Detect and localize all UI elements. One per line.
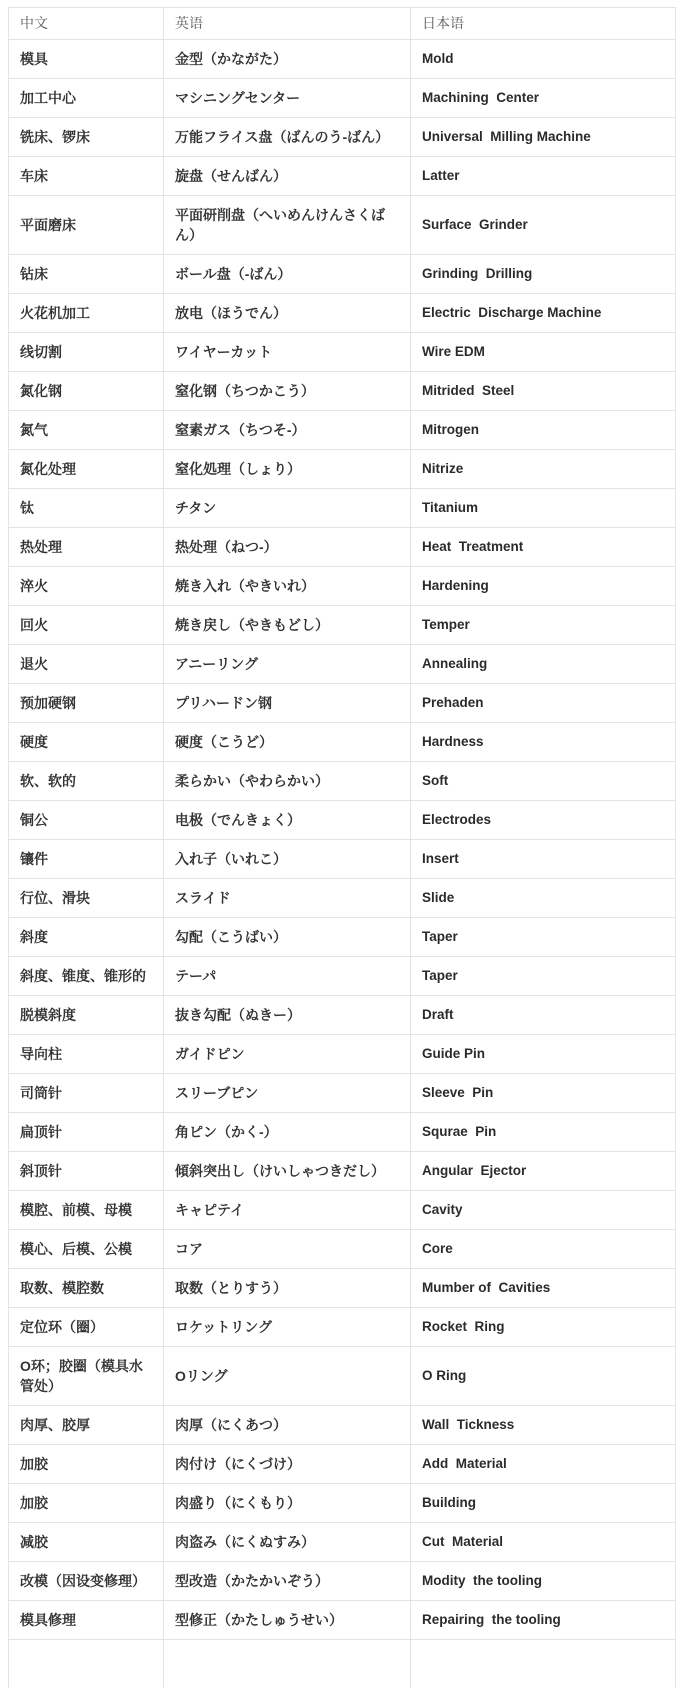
table-row-partial: [9, 1640, 676, 1688]
cell-col-japanese: Add Material: [411, 1445, 676, 1484]
cell-col-chinese: 铜公: [9, 801, 164, 840]
cell-col-english: Oリング: [164, 1347, 411, 1406]
table-row: [9, 801, 676, 840]
table-row: [9, 1523, 676, 1562]
table-row: [9, 567, 676, 606]
cell-col-japanese: Cavity: [411, 1191, 676, 1230]
table-row: [9, 606, 676, 645]
cell-col-japanese: Universal Milling Machine: [411, 118, 676, 157]
cell-col-japanese: Wall Tickness: [411, 1406, 676, 1445]
cell-col-japanese: Rocket Ring: [411, 1308, 676, 1347]
table-row: [9, 645, 676, 684]
cell-col-chinese: 模腔、前模、母模: [9, 1191, 164, 1230]
header-cell-japanese: 日本语: [411, 8, 676, 40]
table-row: [9, 157, 676, 196]
cell-col-chinese: O环；胶圈（模具水管处）: [9, 1347, 164, 1406]
cell-col-chinese: 加胶: [9, 1445, 164, 1484]
table-row: [9, 957, 676, 996]
table-row: [9, 840, 676, 879]
cell-col-chinese: 氮化钢: [9, 372, 164, 411]
cell-col-chinese: 车床: [9, 157, 164, 196]
cell-col-japanese: Temper: [411, 606, 676, 645]
cell-col-japanese: Repairing the tooling: [411, 1601, 676, 1640]
table-row: [9, 450, 676, 489]
cell-col-chinese: 加胶: [9, 1484, 164, 1523]
cell-col-chinese: 平面磨床: [9, 196, 164, 255]
cell-col-chinese: 模具: [9, 40, 164, 79]
cell-col-english: 金型（かながた）: [164, 40, 411, 79]
cell-col-chinese: 氮化处理: [9, 450, 164, 489]
cell-col-chinese: 钛: [9, 489, 164, 528]
table-row: [9, 196, 676, 255]
cell-col-english: 角ピン（かく-）: [164, 1113, 411, 1152]
cell-col-chinese: 软、软的: [9, 762, 164, 801]
cell-col-english: チタン: [164, 489, 411, 528]
cell-col-japanese: Modity the tooling: [411, 1562, 676, 1601]
cell-col-english: プリハードン钢: [164, 684, 411, 723]
cell-col-chinese: 斜顶针: [9, 1152, 164, 1191]
cell-col-chinese: 镶件: [9, 840, 164, 879]
table-row: [9, 1445, 676, 1484]
cell-col-japanese: Electric Discharge Machine: [411, 294, 676, 333]
cell-col-english: ボール盘（-ばん）: [164, 255, 411, 294]
header-cell-chinese: 中文: [9, 8, 164, 40]
cell-col-english: 型修正（かたしゅうせい）: [164, 1601, 411, 1640]
table-row: [9, 1230, 676, 1269]
cell-col-chinese: 行位、滑块: [9, 879, 164, 918]
header-cell-english: 英语: [164, 8, 411, 40]
table-row: [9, 684, 676, 723]
table-row: [9, 762, 676, 801]
cell-col-english: 傾斜突出し（けいしゃつきだし）: [164, 1152, 411, 1191]
cell-col-english: コア: [164, 1230, 411, 1269]
cell-col-english: 型改造（かたかいぞう）: [164, 1562, 411, 1601]
cell-col-japanese: Mumber of Cavities: [411, 1269, 676, 1308]
cell-col-japanese: Cut Material: [411, 1523, 676, 1562]
cell-col-chinese-empty: [9, 1640, 164, 1688]
cell-col-chinese: 加工中心: [9, 79, 164, 118]
cell-col-chinese: 退火: [9, 645, 164, 684]
cell-col-english: 热处理（ねつ-）: [164, 528, 411, 567]
cell-col-japanese: Mold: [411, 40, 676, 79]
cell-col-japanese: Heat Treatment: [411, 528, 676, 567]
cell-col-japanese: Guide Pin: [411, 1035, 676, 1074]
cell-col-japanese: Grinding Drilling: [411, 255, 676, 294]
header-row: [9, 8, 676, 40]
cell-col-chinese: 模具修理: [9, 1601, 164, 1640]
cell-col-japanese: Electrodes: [411, 801, 676, 840]
cell-col-japanese: O Ring: [411, 1347, 676, 1406]
table-row: [9, 79, 676, 118]
cell-col-english: アニーリング: [164, 645, 411, 684]
table-row: [9, 294, 676, 333]
table-row: [9, 1406, 676, 1445]
cell-col-english: スリーブピン: [164, 1074, 411, 1113]
cell-col-english: 平面研削盘（へいめんけんさくばん）: [164, 196, 411, 255]
table-row: [9, 918, 676, 957]
cell-col-chinese: 脱模斜度: [9, 996, 164, 1035]
cell-col-english: 肉盗み（にくぬすみ）: [164, 1523, 411, 1562]
cell-col-chinese: 扁顶针: [9, 1113, 164, 1152]
cell-col-chinese: 斜度、锥度、锥形的: [9, 957, 164, 996]
cell-col-japanese: Mitrogen: [411, 411, 676, 450]
table-row: [9, 1484, 676, 1523]
cell-col-japanese-empty: [411, 1640, 676, 1688]
cell-col-chinese: 减胶: [9, 1523, 164, 1562]
cell-col-japanese: Surface Grinder: [411, 196, 676, 255]
cell-col-japanese: Hardness: [411, 723, 676, 762]
cell-col-chinese: 斜度: [9, 918, 164, 957]
table-row: [9, 1191, 676, 1230]
cell-col-japanese: Core: [411, 1230, 676, 1269]
cell-col-english: 肉付け（にくづけ）: [164, 1445, 411, 1484]
table-body: [9, 40, 676, 1688]
cell-col-english: 窒化処理（しょり）: [164, 450, 411, 489]
cell-col-japanese: Taper: [411, 918, 676, 957]
cell-col-chinese: 模心、后模、公模: [9, 1230, 164, 1269]
cell-col-chinese: 司筒针: [9, 1074, 164, 1113]
table-row: [9, 528, 676, 567]
table-row: [9, 996, 676, 1035]
cell-col-japanese: Annealing: [411, 645, 676, 684]
cell-col-chinese: 定位环（圈）: [9, 1308, 164, 1347]
cell-col-japanese: Nitrize: [411, 450, 676, 489]
cell-col-chinese: 热处理: [9, 528, 164, 567]
table-row: [9, 1562, 676, 1601]
cell-col-japanese: Titanium: [411, 489, 676, 528]
cell-col-english: ガイドピン: [164, 1035, 411, 1074]
table-row: [9, 1152, 676, 1191]
cell-col-japanese: Mitrided Steel: [411, 372, 676, 411]
cell-col-japanese: Hardening: [411, 567, 676, 606]
cell-col-english: マシニングセンター: [164, 79, 411, 118]
cell-col-english: 窒化钢（ちつかこう）: [164, 372, 411, 411]
cell-col-chinese: 硬度: [9, 723, 164, 762]
cell-col-japanese: Taper: [411, 957, 676, 996]
cell-col-japanese: Squrae Pin: [411, 1113, 676, 1152]
table-row: [9, 1113, 676, 1152]
cell-col-japanese: Wire EDM: [411, 333, 676, 372]
cell-col-english: キャピテイ: [164, 1191, 411, 1230]
table-row: [9, 723, 676, 762]
cell-col-english: 电极（でんきょく）: [164, 801, 411, 840]
cell-col-chinese: 钻床: [9, 255, 164, 294]
table-row: [9, 1308, 676, 1347]
cell-col-japanese: Building: [411, 1484, 676, 1523]
cell-col-english: 肉盛り（にくもり）: [164, 1484, 411, 1523]
table-row: [9, 1074, 676, 1113]
cell-col-english-empty: [164, 1640, 411, 1688]
cell-col-english: 焼き戻し（やきもどし）: [164, 606, 411, 645]
cell-col-english: 旋盘（せんばん）: [164, 157, 411, 196]
cell-col-japanese: Slide: [411, 879, 676, 918]
cell-col-japanese: Sleeve Pin: [411, 1074, 676, 1113]
cell-col-chinese: 火花机加工: [9, 294, 164, 333]
cell-col-japanese: Latter: [411, 157, 676, 196]
cell-col-english: 入れ子（いれこ）: [164, 840, 411, 879]
table-row: [9, 1035, 676, 1074]
table-row: [9, 879, 676, 918]
table-row: [9, 411, 676, 450]
cell-col-english: 抜き勾配（ぬきー）: [164, 996, 411, 1035]
cell-col-japanese: Machining Center: [411, 79, 676, 118]
cell-col-english: ワイヤーカット: [164, 333, 411, 372]
cell-col-japanese: Angular Ejector: [411, 1152, 676, 1191]
table-row: [9, 40, 676, 79]
cell-col-english: 柔らかい（やわらかい）: [164, 762, 411, 801]
cell-col-chinese: 氮气: [9, 411, 164, 450]
cell-col-english: 放电（ほうでん）: [164, 294, 411, 333]
cell-col-japanese: Soft: [411, 762, 676, 801]
table-row: [9, 489, 676, 528]
cell-col-english: 勾配（こうばい）: [164, 918, 411, 957]
cell-col-english: 硬度（こうど）: [164, 723, 411, 762]
table-row: [9, 1347, 676, 1406]
cell-col-chinese: 淬火: [9, 567, 164, 606]
cell-col-english: 取数（とりすう）: [164, 1269, 411, 1308]
cell-col-english: 肉厚（にくあつ）: [164, 1406, 411, 1445]
cell-col-chinese: 改模（因设变修理）: [9, 1562, 164, 1601]
cell-col-english: テーパ: [164, 957, 411, 996]
table-row: [9, 333, 676, 372]
cell-col-chinese: 铣床、锣床: [9, 118, 164, 157]
cell-col-english: 万能フライス盘（ばんのう-ばん）: [164, 118, 411, 157]
cell-col-chinese: 肉厚、胶厚: [9, 1406, 164, 1445]
table-row: [9, 1601, 676, 1640]
cell-col-english: スライド: [164, 879, 411, 918]
vocabulary-table: [8, 7, 676, 1688]
cell-col-chinese: 导向柱: [9, 1035, 164, 1074]
cell-col-english: 窒素ガス（ちつそ-）: [164, 411, 411, 450]
cell-col-japanese: Draft: [411, 996, 676, 1035]
table-row: [9, 255, 676, 294]
cell-col-english: ロケットリング: [164, 1308, 411, 1347]
cell-col-english: 焼き入れ（やきいれ）: [164, 567, 411, 606]
table-row: [9, 118, 676, 157]
cell-col-chinese: 预加硬钢: [9, 684, 164, 723]
cell-col-japanese: Insert: [411, 840, 676, 879]
cell-col-chinese: 取数、模腔数: [9, 1269, 164, 1308]
table-row: [9, 372, 676, 411]
cell-col-chinese: 线切割: [9, 333, 164, 372]
cell-col-japanese: Prehaden: [411, 684, 676, 723]
table-row: [9, 1269, 676, 1308]
cell-col-chinese: 回火: [9, 606, 164, 645]
